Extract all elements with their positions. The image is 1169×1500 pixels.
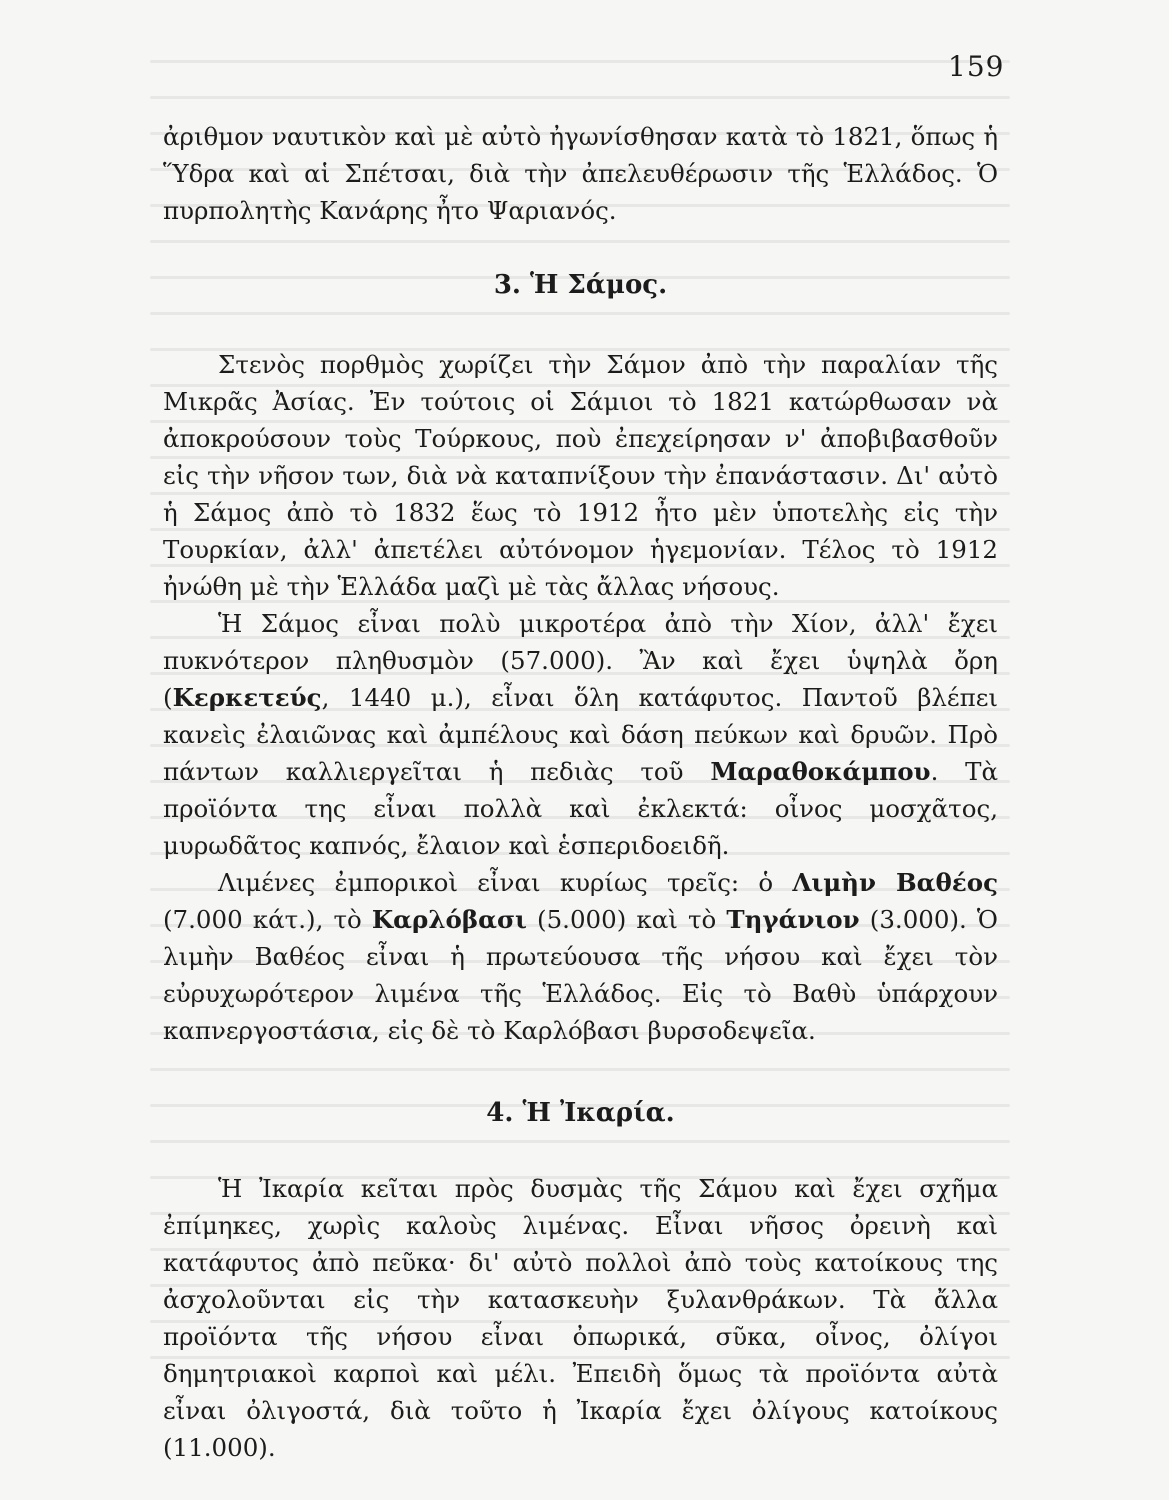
body-text (163, 118, 998, 1466)
paragraph-continuation: ἀριθμον ναυτικὸν καὶ μὲ αὐτὸ ἠγωνίσθησαν κατὰ τὸ 1821, ὅπως ἡ Ὕδρα καὶ αἱ Σπέτσαι, διὰ τὴν ἀπελευθέρωσιν τῆς Ἑλλάδος. Ὁ πυρπολητὴς Κανάρης ἦτο Ψαριανός. (163, 122, 998, 225)
section-heading-ikaria: 4. Ἡ Ἰκαρία. (486, 1098, 675, 1128)
paragraph-samos-geography (163, 605, 998, 864)
text-run: (5.000) καὶ τὸ (526, 905, 727, 934)
bold-term-karlovasi: Καρλόβασι (371, 905, 527, 934)
text-run: (3.000). Ὁ λιμὴν Βαθέος εἶναι ἡ πρωτεύουσα τῆς νήσου καὶ ἔχει τὸν εὐρυχωρότερον λιμένα τῆς Ἑλλάδος. Εἰς τὸ Βαθὺ ὑπάρχουν καπνεργοστάσια, εἰς δὲ τὸ Καρλόβασι βυρσοδεψεῖα. (163, 905, 998, 1045)
text-run: (7.000 κάτ.), τὸ (163, 905, 372, 934)
text-run: , 1440 μ.), εἶναι ὅλη κατάφυτος. Παντοῦ βλέπει κανεὶς ἐλαιῶνας καὶ ἀμπέλους καὶ δάση πεύκων καὶ δρυῶν. Πρὸ πάντων καλλιεργεῖται ἡ πεδιὰς τοῦ (163, 683, 998, 786)
paragraph-samos-history: Στενὸς πορθμὸς χωρίζει τὴν Σάμον ἀπὸ τὴν παραλίαν τῆς Μικρᾶς Ἀσίας. Ἐν τούτοις οἱ Σάμιοι τὸ 1821 κατώρθωσαν νὰ ἀποκρούσουν τοὺς Τούρκους, ποὺ ἐπεχείρησαν ν' ἀποβιβασθοῦν εἰς τὴν νῆσον των, διὰ νὰ καταπνίξουν τὴν ἐπανάστασιν. Δι' αὐτὸ ἡ Σάμος ἀπὸ τὸ 1832 ἕως τὸ 1912 ἦτο μὲν ὑποτελὴς εἰς τὴν Τουρκίαν, ἀλλ' ἀπετέλει αὐτόνομον ἡγεμονίαν. Τέλος τὸ 1912 ἠνώθη μὲ τὴν Ἑλλάδα μαζὶ μὲ τὰς ἄλλας νήσους. (163, 350, 998, 601)
bold-term-limin-vatheos: Λιμὴν Βαθέος (792, 868, 998, 897)
bold-term-marathokampos: Μαραθοκάμπου (710, 757, 931, 786)
paragraph-samos-ports (163, 864, 998, 1049)
text-run: . Τὰ προϊόντα της εἶναι πολλὰ καὶ ἐκλεκτά: οἶνος μοσχᾶτος, μυρωδᾶτος καπνός, ἔλαιον καὶ ἑσπεριδοειδῆ. (163, 757, 998, 860)
page-number: 159 (948, 50, 1005, 83)
bold-term-kerketeus: Κερκετεύς (172, 683, 322, 712)
paragraph-ikaria: Ἡ Ἰκαρία κεῖται πρὸς δυσμὰς τῆς Σάμου καὶ ἔχει σχῆμα ἐπίμηκες, χωρὶς καλοὺς λιμένας. Εἶναι νῆσος ὀρεινὴ καὶ κατάφυτος ἀπὸ πεῦκα· δι' αὐτὸ πολλοὶ ἀπὸ τοὺς κατοίκους της ἀσχολοῦνται εἰς τὴν κατασκευὴν ξυλανθράκων. Τὰ ἄλλα προϊόντα τῆς νήσου εἶναι ὀπωρικά, σῦκα, οἶνος, ὀλίγοι δημητριακοὶ καρποὶ καὶ μέλι. Ἐπειδὴ ὅμως τὰ προϊόντα αὐτὰ εἶναι ὀλιγοστά, διὰ τοῦτο ἡ Ἰκαρία ἔχει ὀλίγους κατοίκους (11.000). (163, 1174, 998, 1462)
section-heading-samos: 3. Ἡ Σάμος. (493, 270, 668, 300)
text-run: Ἡ Σάμος εἶναι πολὺ μικροτέρα ἀπὸ τὴν Χίον, ἀλλ' ἔχει πυκνότερον πληθυσμὸν (57.000). Ἂν καὶ ἔχει ὑψηλὰ ὄρη ( (163, 609, 998, 712)
text-run: Λιμένες ἐμπορικοὶ εἶναι κυρίως τρεῖς: ὁ (218, 868, 793, 897)
bold-term-tiganion: Τηγάνιον (726, 905, 860, 934)
